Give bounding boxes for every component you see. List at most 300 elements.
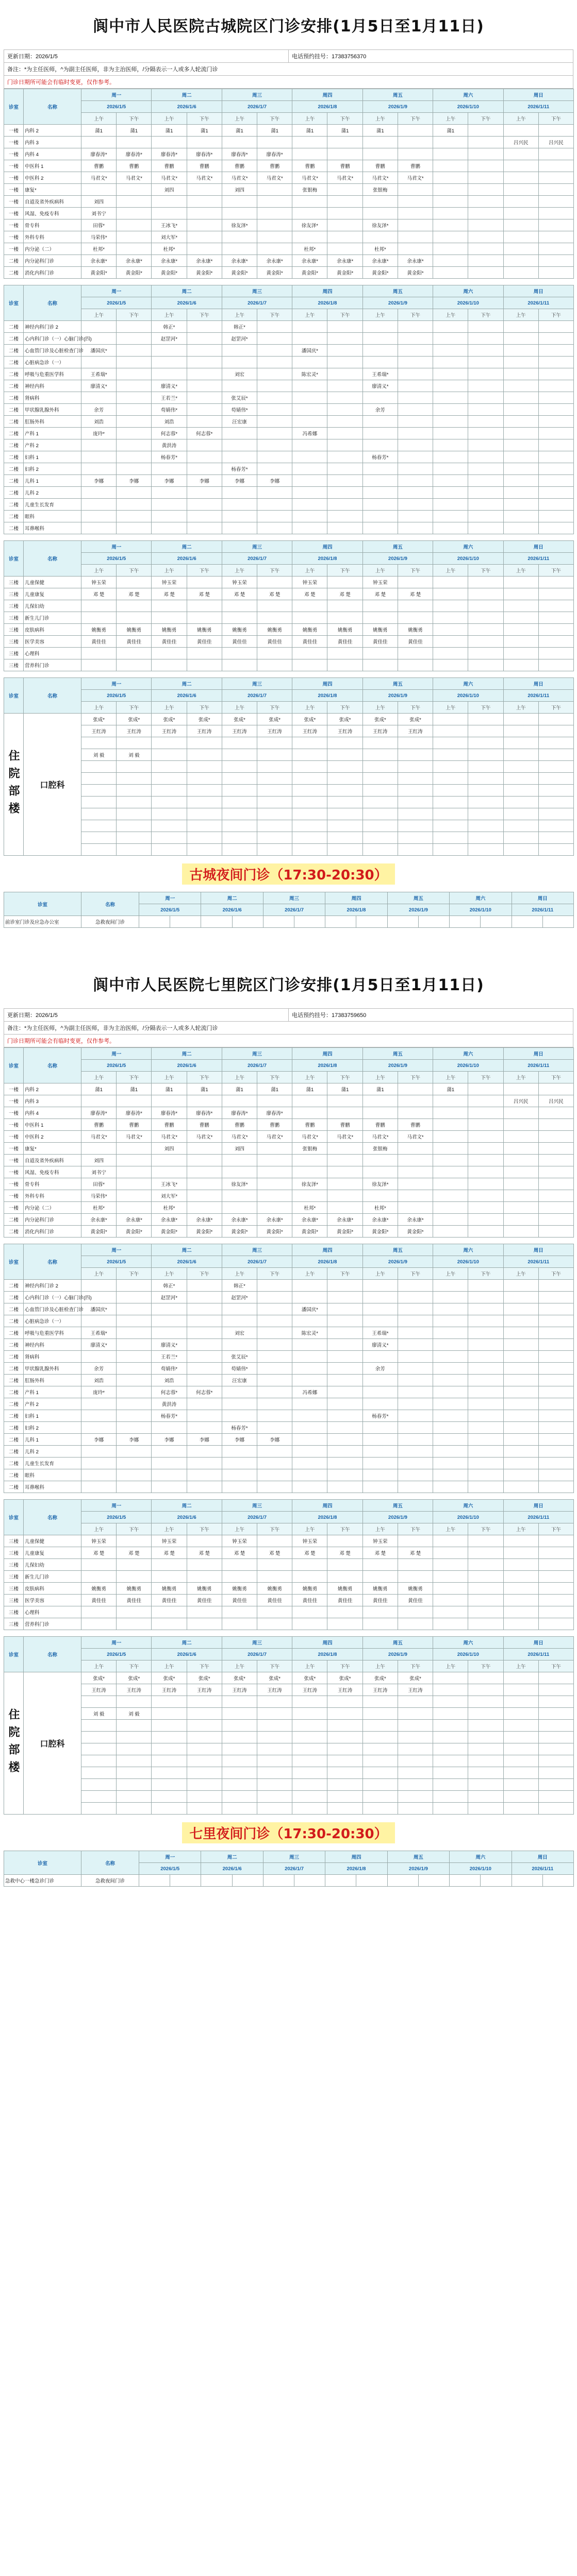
header-date: 2026/1/9 [387, 1863, 449, 1875]
doctor-cell [257, 357, 292, 368]
doctor-cell [327, 368, 362, 380]
doctor-cell [222, 1410, 257, 1422]
doctor-cell [292, 808, 327, 820]
doctor-cell [117, 463, 152, 475]
doctor-cell: 王红涛 [222, 725, 257, 737]
table-row [4, 714, 574, 725]
doctor-cell [187, 1410, 222, 1422]
doctor-cell [398, 463, 433, 475]
doctor-cell [117, 1791, 152, 1803]
doctor-cell: 黄洪涛 [152, 439, 187, 451]
doctor-cell [538, 1481, 573, 1493]
doctor-cell [538, 1571, 573, 1583]
doctor-cell: 钟玉荣 [81, 577, 117, 588]
header-date: 2026/1/5 [81, 297, 152, 309]
header-pm: 下午 [257, 113, 292, 125]
table-row [4, 1339, 574, 1351]
header-am: 上午 [503, 1523, 538, 1535]
doctor-cell [327, 1292, 362, 1303]
doctor-cell [398, 1618, 433, 1630]
row-location: 一楼 [4, 125, 24, 137]
doctor-cell [152, 820, 187, 832]
doctor-cell [468, 1119, 503, 1131]
header-pm: 下午 [257, 1268, 292, 1280]
doctor-cell [117, 1606, 152, 1618]
oral-dept-label: 口腔科 [24, 1672, 81, 1815]
row-department: 神经内科 [24, 380, 81, 392]
doctor-cell: 蒲1 [222, 125, 257, 137]
header-pm: 下午 [257, 565, 292, 577]
row-department: 儿童康复 [24, 588, 81, 600]
doctor-cell: 黄金阳* [398, 267, 433, 279]
doctor-cell: 蒲1 [433, 1083, 468, 1095]
doctor-cell [433, 844, 468, 856]
doctor-cell [468, 820, 503, 832]
doctor-cell [468, 1743, 503, 1755]
doctor-cell [222, 1095, 257, 1107]
doctor-cell [398, 439, 433, 451]
doctor-cell [222, 600, 257, 612]
doctor-cell [292, 1107, 327, 1119]
doctor-cell [117, 380, 152, 392]
doctor-cell: 黄佳佳 [187, 1595, 222, 1606]
doctor-cell: 廖清义* [362, 1339, 398, 1351]
doctor-cell [538, 1803, 573, 1815]
night-location: 前诊室门诊及应急办公室 [4, 916, 81, 928]
doctor-cell [538, 1280, 573, 1292]
header-loc: 诊室 [4, 89, 24, 125]
table-row [4, 1720, 574, 1732]
header-weekday: 周二 [152, 541, 222, 553]
night-table-wrap [4, 892, 573, 928]
doctor-cell [362, 773, 398, 785]
doctor-cell [187, 1458, 222, 1469]
table-row [4, 243, 574, 255]
header-am: 上午 [433, 113, 468, 125]
doctor-cell [503, 1595, 538, 1606]
doctor-cell: 潘国庆* [81, 345, 117, 357]
doctor-cell [327, 1618, 362, 1630]
doctor-cell [433, 1095, 468, 1107]
doctor-cell: 杨春芳* [362, 451, 398, 463]
doctor-cell: 王红涛 [292, 1684, 327, 1696]
qili-phone-number[interactable]: 17383759650 [332, 1012, 367, 1019]
doctor-cell [257, 1280, 292, 1292]
header-date: 2026/1/11 [503, 1649, 573, 1660]
doctor-cell [292, 1339, 327, 1351]
header-dept: 名称 [24, 285, 81, 321]
doctor-cell: 杜邦* [152, 1202, 187, 1214]
doctor-cell [257, 1696, 292, 1708]
doctor-cell [187, 1791, 222, 1803]
doctor-cell [503, 1166, 538, 1178]
table-row [4, 1606, 574, 1618]
doctor-cell [433, 1672, 468, 1684]
doctor-cell [81, 1803, 117, 1815]
doctor-cell [117, 321, 152, 333]
doctor-cell [117, 439, 152, 451]
table-row [4, 416, 574, 428]
doctor-cell: 廖春涛* [81, 148, 117, 160]
header-dept: 名称 [24, 1244, 81, 1280]
doctor-cell: 王红涛 [81, 1684, 117, 1696]
doctor-cell [257, 392, 292, 404]
row-location: 一楼 [4, 196, 24, 208]
row-department: 妇科 2 [24, 463, 81, 475]
doctor-cell [538, 1708, 573, 1720]
table-row [4, 1618, 574, 1630]
doctor-cell [327, 785, 362, 796]
doctor-cell [327, 1351, 362, 1363]
doctor-cell [292, 148, 327, 160]
table-row [4, 796, 574, 808]
doctor-cell [538, 1606, 573, 1618]
doctor-cell [398, 1755, 433, 1767]
doctor-cell: 王红涛 [117, 725, 152, 737]
doctor-cell [327, 148, 362, 160]
doctor-cell [538, 1178, 573, 1190]
phone-number[interactable]: 17383756370 [332, 54, 367, 60]
doctor-cell [362, 463, 398, 475]
doctor-cell [187, 1803, 222, 1815]
doctor-cell [292, 1755, 327, 1767]
doctor-cell [362, 1190, 398, 1202]
row-location: 三楼 [4, 1535, 24, 1547]
doctor-cell [503, 1083, 538, 1095]
doctor-cell [222, 761, 257, 773]
doctor-cell [81, 1458, 117, 1469]
doctor-cell [398, 1386, 433, 1398]
row-location: 二楼 [4, 1458, 24, 1469]
doctor-cell [433, 1226, 468, 1238]
doctor-cell [152, 1571, 187, 1583]
table-row [4, 648, 574, 659]
doctor-cell [117, 1422, 152, 1434]
table-row [4, 522, 574, 534]
oral-table [4, 677, 574, 856]
doctor-cell [433, 749, 468, 761]
doctor-cell [503, 612, 538, 624]
header-loc: 诊室 [4, 1637, 24, 1672]
doctor-cell [327, 737, 362, 749]
table-row [4, 1143, 574, 1155]
row-department: 耳鼻喉科 [24, 1481, 81, 1493]
doctor-cell: 姚衡勇 [257, 624, 292, 636]
header-pm: 下午 [327, 565, 362, 577]
doctor-cell: 钟玉荣 [292, 577, 327, 588]
doctor-cell: 张成* [152, 714, 187, 725]
doctor-cell [187, 196, 222, 208]
doctor-cell: 庞玲* [81, 428, 117, 439]
doctor-cell: 蒲1 [362, 1083, 398, 1095]
doctor-cell: 廖春涛* [152, 1107, 187, 1119]
doctor-cell [433, 1583, 468, 1595]
doctor-cell: 余永康* [257, 255, 292, 267]
header-pm: 下午 [398, 1523, 433, 1535]
doctor-cell [538, 714, 573, 725]
doctor-cell [117, 1535, 152, 1547]
doctor-cell [362, 333, 398, 345]
doctor-cell [468, 773, 503, 785]
doctor-cell [327, 511, 362, 522]
header-am: 上午 [503, 309, 538, 321]
header-am: 上午 [222, 1268, 257, 1280]
doctor-cell [538, 1155, 573, 1166]
doctor-cell [398, 1202, 433, 1214]
doctor-cell [503, 1606, 538, 1618]
doctor-cell [468, 1214, 503, 1226]
row-location: 二楼 [4, 1398, 24, 1410]
doctor-cell [503, 196, 538, 208]
doctor-cell [117, 243, 152, 255]
doctor-cell [117, 368, 152, 380]
doctor-cell [398, 243, 433, 255]
doctor-cell [222, 196, 257, 208]
doctor-cell: 黄佳佳 [362, 636, 398, 648]
doctor-cell [81, 184, 117, 196]
doctor-cell [362, 1696, 398, 1708]
doctor-cell [398, 1481, 433, 1493]
doctor-cell [362, 1292, 398, 1303]
doctor-cell [362, 659, 398, 671]
row-location: 二楼 [4, 1469, 24, 1481]
doctor-cell [538, 439, 573, 451]
row-department: 风湿、免疫专科 [24, 1166, 81, 1178]
doctor-cell: 邓 楚 [117, 588, 152, 600]
qili-phone-cell [289, 1009, 573, 1022]
doctor-cell [468, 1755, 503, 1767]
doctor-cell [433, 1791, 468, 1803]
doctor-cell [222, 648, 257, 659]
doctor-cell [503, 463, 538, 475]
doctor-cell [468, 148, 503, 160]
doctor-cell [433, 577, 468, 588]
row-department: 呼吸与危重医学科 [24, 1327, 81, 1339]
doctor-cell [152, 1446, 187, 1458]
doctor-cell: 黄金阳* [292, 1226, 327, 1238]
table-row [4, 659, 574, 671]
doctor-cell [257, 1410, 292, 1422]
doctor-cell [187, 1280, 222, 1292]
doctor-cell [187, 612, 222, 624]
doctor-cell: 王希瑞* [81, 1327, 117, 1339]
header-am: 上午 [152, 309, 187, 321]
doctor-cell [257, 487, 292, 499]
header-am: 上午 [362, 1268, 398, 1280]
doctor-cell [81, 600, 117, 612]
doctor-cell: 张成* [327, 1672, 362, 1684]
doctor-cell [538, 1292, 573, 1303]
doctor-cell [503, 1280, 538, 1292]
doctor-cell [503, 1214, 538, 1226]
doctor-cell [468, 522, 503, 534]
doctor-cell [362, 416, 398, 428]
doctor-cell [362, 439, 398, 451]
doctor-cell [117, 577, 152, 588]
doctor-cell: 黄佳佳 [152, 636, 187, 648]
doctor-cell [152, 1779, 187, 1791]
doctor-cell [398, 333, 433, 345]
doctor-cell [503, 1791, 538, 1803]
doctor-cell [117, 137, 152, 148]
row-department: 肛肠外科 [24, 416, 81, 428]
header-date: 2026/1/8 [292, 553, 362, 565]
doctor-cell: 姚衡勇 [117, 624, 152, 636]
doctor-cell: 余永康* [222, 255, 257, 267]
row-department: 皮肤病科 [24, 624, 81, 636]
doctor-cell [327, 380, 362, 392]
doctor-cell [257, 1791, 292, 1803]
doctor-cell [257, 844, 292, 856]
doctor-cell [81, 499, 117, 511]
doctor-cell [117, 1166, 152, 1178]
doctor-cell [398, 487, 433, 499]
doctor-cell [538, 499, 573, 511]
doctor-cell [468, 196, 503, 208]
doctor-cell [356, 1875, 387, 1887]
doctor-cell [398, 1803, 433, 1815]
header-date: 2026/1/11 [512, 1863, 573, 1875]
doctor-cell: 张成* [362, 714, 398, 725]
doctor-cell [362, 499, 398, 511]
doctor-cell: 蒲1 [257, 125, 292, 137]
doctor-cell [187, 1351, 222, 1363]
table-row [4, 333, 574, 345]
doctor-cell [433, 1803, 468, 1815]
doctor-cell [152, 1303, 187, 1315]
table-row [4, 808, 574, 820]
header-date: 2026/1/9 [362, 690, 433, 702]
doctor-cell [362, 1446, 398, 1458]
row-location: 一楼 [4, 1178, 24, 1190]
doctor-cell [117, 648, 152, 659]
doctor-cell [263, 916, 294, 928]
doctor-cell: 马君文* [222, 172, 257, 184]
doctor-cell: 余永康* [398, 255, 433, 267]
header-pm: 下午 [327, 702, 362, 714]
table-row [4, 577, 574, 588]
doctor-cell [170, 916, 201, 928]
doctor-cell [503, 659, 538, 671]
row-department: 心理科 [24, 1606, 81, 1618]
doctor-cell [468, 1398, 503, 1410]
header-weekday: 周二 [152, 678, 222, 690]
doctor-cell [398, 577, 433, 588]
table-row [4, 1351, 574, 1363]
row-department: 内科 3 [24, 137, 81, 148]
header-pm: 下午 [117, 1523, 152, 1535]
doctor-cell [468, 785, 503, 796]
doctor-cell [152, 1696, 187, 1708]
doctor-cell [327, 577, 362, 588]
header-weekday: 周二 [152, 89, 222, 101]
doctor-cell: 田蓉* [81, 219, 117, 231]
doctor-cell [117, 219, 152, 231]
doctor-cell: 马君文* [187, 172, 222, 184]
doctor-cell [292, 1155, 327, 1166]
doctor-cell [292, 1292, 327, 1303]
doctor-cell: 刘浩 [152, 1375, 187, 1386]
header-date: 2026/1/10 [433, 553, 503, 565]
doctor-cell [292, 1767, 327, 1779]
header-am: 上午 [81, 1072, 117, 1083]
header-date: 2026/1/6 [152, 553, 222, 565]
doctor-cell [117, 1458, 152, 1469]
doctor-cell [292, 1708, 327, 1720]
doctor-cell [292, 648, 327, 659]
header-weekday: 周六 [433, 89, 503, 101]
doctor-cell [257, 820, 292, 832]
doctor-cell: 曹鹏 [187, 1119, 222, 1131]
table-row [4, 1327, 574, 1339]
header-date: 2026/1/6 [152, 1512, 222, 1523]
doctor-cell [257, 219, 292, 231]
header-dept: 名称 [24, 1637, 81, 1672]
row-department: 产科 1 [24, 1386, 81, 1398]
header-date: 2026/1/6 [152, 101, 222, 113]
doctor-cell [433, 231, 468, 243]
doctor-cell [542, 916, 573, 928]
header-weekday: 周日 [503, 1637, 573, 1649]
row-department: 风湿、免疫专科 [24, 208, 81, 219]
doctor-cell: 黄金阳* [257, 1226, 292, 1238]
doctor-cell: 黄洪涛 [152, 1398, 187, 1410]
qili-update-cell [4, 1009, 289, 1022]
doctor-cell: 黄佳佳 [222, 1595, 257, 1606]
doctor-cell [512, 916, 542, 928]
doctor-cell [222, 749, 257, 761]
doctor-cell [503, 1583, 538, 1595]
doctor-cell [222, 1202, 257, 1214]
header-pm: 下午 [398, 309, 433, 321]
doctor-cell [187, 243, 222, 255]
doctor-cell [362, 231, 398, 243]
header-am: 上午 [81, 1660, 117, 1672]
doctor-cell: 姚衡勇 [81, 1583, 117, 1595]
doctor-cell: 蒲1 [187, 125, 222, 137]
header-weekday: 周六 [433, 1048, 503, 1060]
doctor-cell [187, 1743, 222, 1755]
table-row [4, 1119, 574, 1131]
doctor-cell [257, 1481, 292, 1493]
phone-cell [289, 50, 573, 63]
table-row [4, 125, 574, 137]
header-dept: 名称 [24, 1048, 81, 1083]
header-weekday: 周一 [81, 541, 152, 553]
doctor-cell [187, 1095, 222, 1107]
table-row [4, 916, 574, 928]
doctor-cell [503, 1226, 538, 1238]
header-am: 上午 [433, 1268, 468, 1280]
doctor-cell [503, 172, 538, 184]
table-row [4, 1363, 574, 1375]
doctor-cell [362, 1779, 398, 1791]
doctor-cell [152, 1095, 187, 1107]
header-am: 上午 [152, 565, 187, 577]
doctor-cell [538, 1375, 573, 1386]
doctor-cell: 韩正* [152, 1280, 187, 1292]
doctor-cell [538, 1446, 573, 1458]
doctor-cell [81, 463, 117, 475]
floor3-table-wrap [4, 540, 573, 671]
doctor-cell [81, 522, 117, 534]
row-department: 中医科 2 [24, 1131, 81, 1143]
doctor-cell [538, 832, 573, 844]
row-location: 三楼 [4, 1595, 24, 1606]
doctor-cell [187, 345, 222, 357]
doctor-cell [327, 1535, 362, 1547]
doctor-cell [398, 1732, 433, 1743]
